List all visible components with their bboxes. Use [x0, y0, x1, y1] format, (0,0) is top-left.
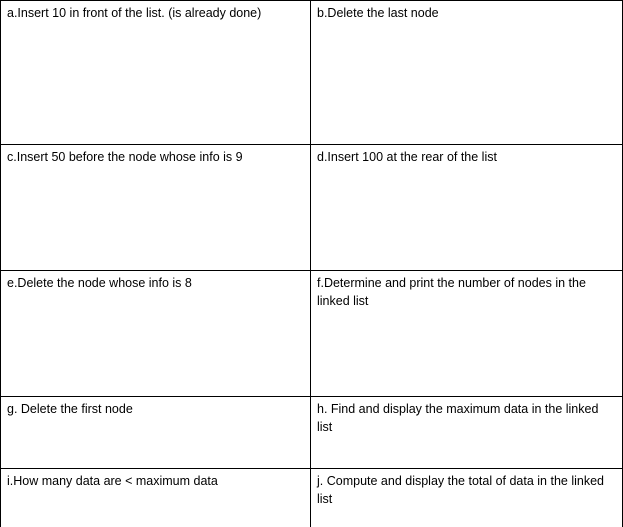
task-cell-e — [0, 270, 311, 397]
task-cell-h — [310, 396, 623, 469]
task-cell-d — [310, 144, 623, 271]
task-text-e: e.Delete the node whose info is 8 — [7, 276, 192, 290]
task-cell-g — [0, 396, 311, 469]
task-cell-c — [0, 144, 311, 271]
task-cell-f — [310, 270, 623, 397]
task-text-c: c.Insert 50 before the node whose info is 9 — [7, 150, 243, 164]
task-text-a: a.Insert 10 in front of the list. (is already done) — [7, 6, 262, 20]
task-text-j: j. Compute and display the total of data in the linked list — [317, 474, 604, 506]
task-text-h: h. Find and display the maximum data in the linked list — [317, 402, 599, 434]
task-text-d: d.Insert 100 at the rear of the list — [317, 150, 497, 164]
task-cell-i — [0, 468, 311, 527]
task-cell-j — [310, 468, 623, 527]
task-cell-b — [310, 0, 623, 145]
task-text-f: f.Determine and print the number of nodes in the linked list — [317, 276, 586, 308]
task-cell-a — [0, 0, 311, 145]
task-text-g: g. Delete the first node — [7, 402, 133, 416]
task-text-i: i.How many data are < maximum data — [7, 474, 218, 488]
task-text-b: b.Delete the last node — [317, 6, 439, 20]
